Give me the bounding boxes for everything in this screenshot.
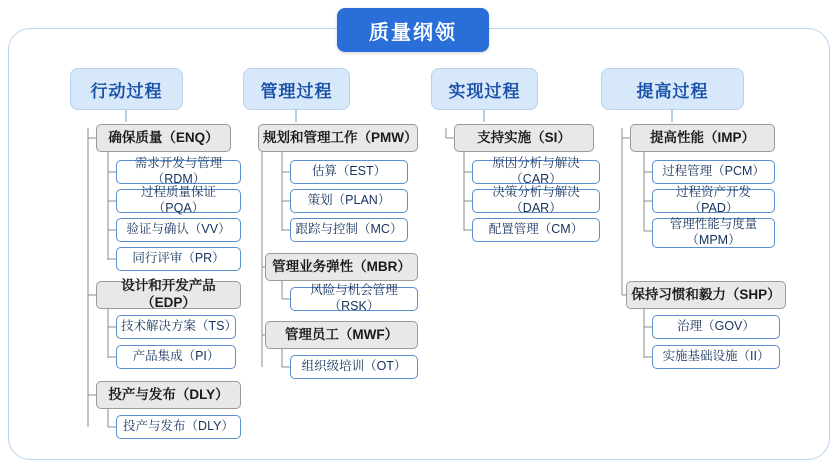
group-node[interactable]: 设计和开发产品（EDP） (96, 281, 241, 309)
diagram-title: 质量纲领 (337, 8, 489, 52)
group-node[interactable]: 保持习惯和毅力（SHP） (626, 281, 786, 309)
leaf-node[interactable]: 跟踪与控制（MC） (290, 218, 408, 242)
column-head-realization[interactable]: 实现过程 (431, 68, 538, 110)
group-node[interactable]: 管理业务弹性（MBR） (265, 253, 418, 281)
leaf-node[interactable]: 需求开发与管理（RDM） (116, 160, 241, 184)
column-head-management[interactable]: 管理过程 (243, 68, 350, 110)
leaf-node[interactable]: 实施基础设施（II） (652, 345, 780, 369)
leaf-node[interactable]: 投产与发布（DLY） (116, 415, 241, 439)
leaf-node[interactable]: 验证与确认（VV） (116, 218, 241, 242)
group-node[interactable]: 提高性能（IMP） (630, 124, 775, 152)
group-node[interactable]: 规划和管理工作（PMW） (258, 124, 418, 152)
group-node[interactable]: 投产与发布（DLY） (96, 381, 241, 409)
column-head-action[interactable]: 行动过程 (70, 68, 183, 110)
leaf-node[interactable]: 同行评审（PR） (116, 247, 241, 271)
group-node[interactable]: 支持实施（SI） (454, 124, 594, 152)
group-node[interactable]: 管理员工（MWF） (265, 321, 418, 349)
leaf-node[interactable]: 管理性能与度量（MPM） (652, 218, 775, 248)
leaf-node[interactable]: 决策分析与解决（DAR） (472, 189, 600, 213)
leaf-node[interactable]: 原因分析与解决（CAR） (472, 160, 600, 184)
leaf-node[interactable]: 组织级培训（OT） (290, 355, 418, 379)
leaf-node[interactable]: 过程质量保证（PQA） (116, 189, 241, 213)
leaf-node[interactable]: 策划（PLAN） (290, 189, 408, 213)
column-head-improvement[interactable]: 提高过程 (601, 68, 744, 110)
leaf-node[interactable]: 产品集成（PI） (116, 345, 236, 369)
leaf-node[interactable]: 风险与机会管理（RSK） (290, 287, 418, 311)
leaf-node[interactable]: 治理（GOV） (652, 315, 780, 339)
leaf-node[interactable]: 估算（EST） (290, 160, 408, 184)
leaf-node[interactable]: 过程管理（PCM） (652, 160, 775, 184)
leaf-node[interactable]: 配置管理（CM） (472, 218, 600, 242)
leaf-node[interactable]: 技术解决方案（TS） (116, 315, 236, 339)
group-node[interactable]: 确保质量（ENQ） (96, 124, 231, 152)
leaf-node[interactable]: 过程资产开发（PAD） (652, 189, 775, 213)
